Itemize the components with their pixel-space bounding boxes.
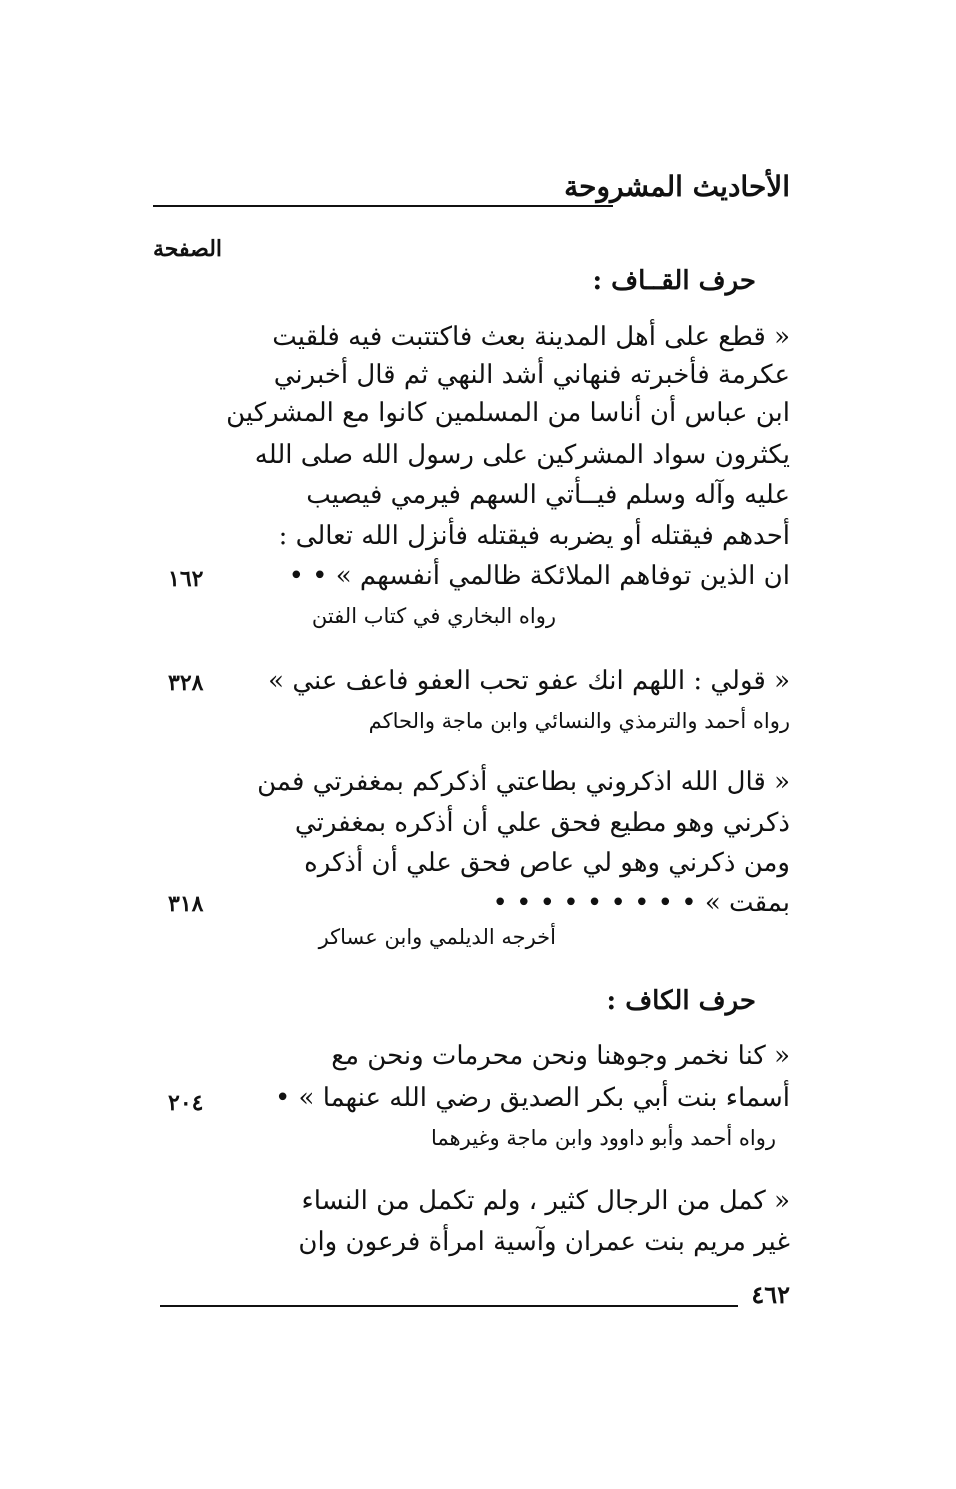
hadith-line: يكثرون سواد المشركين على رسول الله صلى الله (254, 440, 790, 470)
hadith-line: ومن ذكرني وهو لي عاص فحق علي أن أذكره (304, 848, 790, 878)
section-heading-kaf: حرف الكاف : (606, 986, 756, 1016)
hadith-line: « قطع على أهل المدينة بعث فاكتتبت فيه فلقيت (272, 322, 790, 352)
hadith-source: رواه أحمد وأبو داوود وابن ماجة وغيرهما (431, 1126, 776, 1150)
section-heading-qaf: حرف القــاف : (592, 266, 756, 296)
footer-page-number: ٤٦٢ (751, 1280, 790, 1309)
page-column-label: الصفحة (153, 236, 223, 262)
page-reference: ٢٠٤ (168, 1090, 204, 1116)
page-reference: ١٦٢ (168, 566, 204, 592)
hadith-line: ذكرني وهو مطيع فحق علي أن أذكره بمغفرتي (294, 808, 790, 838)
hadith-line: ان الذين توفاهم الملائكة ظالمي أنفسهم » • • (288, 561, 790, 591)
hadith-source: رواه أحمد والترمذي والنسائي وابن ماجة والحاكم (368, 709, 790, 733)
header-rule (153, 205, 613, 207)
page-reference: ٣١٨ (168, 891, 204, 917)
hadith-line: « قولي : اللهم انك عفو تحب العفو فاعف عني » (268, 666, 790, 696)
footer-rule (160, 1305, 738, 1307)
page-reference: ٣٢٨ (168, 670, 204, 696)
hadith-source: رواه البخاري في كتاب الفتن (311, 604, 556, 628)
hadith-line: غير مريم بنت عمران وآسية امرأة فرعون وان (298, 1227, 790, 1257)
hadith-line: أسماء بنت أبي بكر الصديق رضي الله عنهما » • (274, 1083, 790, 1113)
hadith-line: بمقت » • • • • • • • • • (492, 888, 790, 918)
hadith-line: ابن عباس أن أناسا من المسلمين كانوا مع المشركين (226, 398, 790, 428)
hadith-line: أحدهم فيقتله أو يضربه فيقتله فأنزل الله تعالى : (278, 521, 790, 551)
hadith-line: عليه وآله وسلم فيــأتي السهم فيرمي فيصيب (306, 480, 790, 510)
hadith-line: « كنا نخمر وجوهنا ونحن محرمات ونحن مع (331, 1041, 790, 1071)
hadith-source: أخرجه الديلمي وابن عساكر (318, 925, 556, 949)
hadith-line: « كمل من الرجال كثير ، ولم تكمل من النساء (301, 1186, 790, 1216)
hadith-line: « قال الله اذكروني بطاعتي أذكركم بمغفرتي فمن (257, 767, 790, 797)
running-header-title: الأحاديث المشروحة (564, 170, 790, 203)
hadith-line: عكرمة فأخبرته فنهاني أشد النهي ثم قال أخبرني (273, 360, 790, 390)
